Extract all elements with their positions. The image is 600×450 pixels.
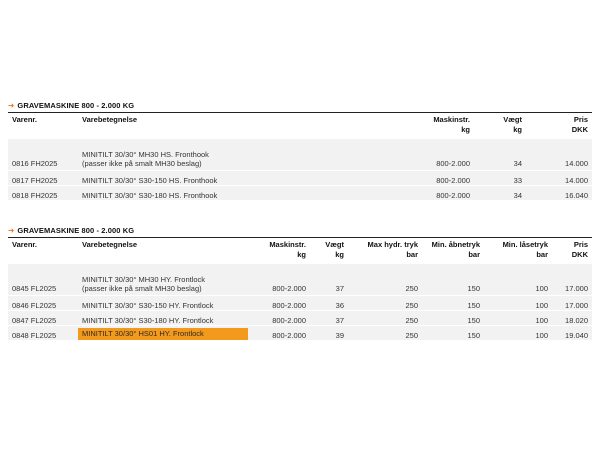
cell-pris: 19.040 (552, 325, 592, 340)
cell-varebetegnelse-highlighted (78, 325, 248, 340)
cell-pris: 14.000 (526, 170, 592, 185)
table-row (8, 295, 592, 310)
col-header-varenr: Varenr. (12, 240, 38, 249)
cell-pris: 14.000 (526, 139, 592, 171)
cell-varenr: 0848 FL2025 (8, 325, 78, 340)
cell-varenr: 0818 FH2025 (8, 185, 78, 200)
cell-pris: 18.020 (552, 310, 592, 325)
cell-max-hydr-tryk: 250 (348, 325, 422, 340)
table-row (8, 185, 592, 200)
cell-min-laasetryk: 100 (484, 295, 552, 310)
col-header-varenr: Varenr. (12, 115, 38, 124)
section-fronthook (8, 100, 592, 201)
cell-vaegt: 34 (474, 185, 526, 200)
cell-max-hydr-tryk: 250 (348, 264, 422, 296)
product-table-frontlock (8, 237, 592, 341)
table-row (8, 264, 592, 296)
cell-varenr: 0845 FL2025 (8, 264, 78, 296)
col-header-vaegt: Vægt kg (325, 240, 344, 259)
table-header-row (8, 113, 592, 139)
col-header-vaegt: Vægt kg (503, 115, 522, 134)
table-row (8, 310, 592, 325)
cell-min-laasetryk: 100 (484, 325, 552, 340)
table-row (8, 139, 592, 171)
cell-pris: 16.040 (526, 185, 592, 200)
cell-vaegt: 37 (310, 310, 348, 325)
cell-maskinstr: 800-2.000 (408, 170, 474, 185)
col-header-maskinstr: Maskinstr. kg (269, 240, 306, 259)
cell-maskinstr: 800-2.000 (248, 325, 310, 340)
col-header-max-hydr-tryk: Max hydr. tryk bar (367, 240, 418, 259)
cell-max-hydr-tryk: 250 (348, 295, 422, 310)
cell-vaegt: 33 (474, 170, 526, 185)
cell-min-aabnetryk: 150 (422, 295, 484, 310)
table-row (8, 325, 592, 340)
cell-vaegt: 39 (310, 325, 348, 340)
cell-varenr: 0816 FH2025 (8, 139, 78, 171)
cell-varebetegnelse: MINITILT 30/30° MH30 HY. Frontlock (passer ikke på smalt MH30 beslag) (78, 264, 248, 296)
arrow-right-icon: ➔ (8, 226, 15, 235)
cell-min-aabnetryk: 150 (422, 325, 484, 340)
col-header-min-laasetryk: Min. låsetryk bar (502, 240, 548, 259)
table-row (8, 170, 592, 185)
cell-varenr: 0817 FH2025 (8, 170, 78, 185)
cell-pris: 17.000 (552, 264, 592, 296)
cell-maskinstr: 800-2.000 (248, 310, 310, 325)
cell-vaegt: 34 (474, 139, 526, 171)
section-title: ➔ GRAVEMASKINE 800 - 2.000 KG (8, 226, 135, 235)
cell-varebetegnelse: MINITILT 30/30° S30-180 HY. Frontlock (78, 310, 248, 325)
col-header-varebetegnelse: Varebetegnelse (82, 115, 138, 124)
cell-varenr: 0846 FL2025 (8, 295, 78, 310)
cell-maskinstr: 800-2.000 (408, 139, 474, 171)
cell-maskinstr: 800-2.000 (248, 264, 310, 296)
cell-varebetegnelse: MINITILT 30/30° S30-150 HY. Frontlock (78, 295, 248, 310)
cell-maskinstr: 800-2.000 (248, 295, 310, 310)
cell-vaegt: 36 (310, 295, 348, 310)
col-header-pris: Pris DKK (571, 240, 588, 259)
section-title: ➔ GRAVEMASKINE 800 - 2.000 KG (8, 101, 135, 110)
col-header-varebetegnelse: Varebetegnelse (82, 240, 138, 249)
cell-min-laasetryk: 100 (484, 264, 552, 296)
cell-varenr: 0847 FL2025 (8, 310, 78, 325)
col-header-maskinstr: Maskinstr. kg (433, 115, 470, 134)
section-frontlock (8, 225, 592, 341)
cell-min-laasetryk: 100 (484, 310, 552, 325)
cell-vaegt: 37 (310, 264, 348, 296)
highlighted-text: MINITILT 30/30° HS01 HY. Frontlock (78, 328, 248, 340)
cell-max-hydr-tryk: 250 (348, 310, 422, 325)
cell-min-aabnetryk: 150 (422, 310, 484, 325)
col-header-pris: Pris DKK (571, 115, 588, 134)
col-header-min-aabnetryk: Min. åbnetryk bar (431, 240, 480, 259)
cell-min-aabnetryk: 150 (422, 264, 484, 296)
product-table-fronthook (8, 112, 592, 201)
cell-varebetegnelse: MINITILT 30/30° S30-150 HS. Fronthook (78, 170, 408, 185)
cell-maskinstr: 800-2.000 (408, 185, 474, 200)
table-header-row (8, 238, 592, 264)
arrow-right-icon: ➔ (8, 101, 15, 110)
cell-pris: 17.000 (552, 295, 592, 310)
cell-varebetegnelse: MINITILT 30/30° MH30 HS. Fronthook (passer ikke på smalt MH30 beslag) (78, 139, 408, 171)
cell-varebetegnelse: MINITILT 30/30° S30-180 HS. Fronthook (78, 185, 408, 200)
